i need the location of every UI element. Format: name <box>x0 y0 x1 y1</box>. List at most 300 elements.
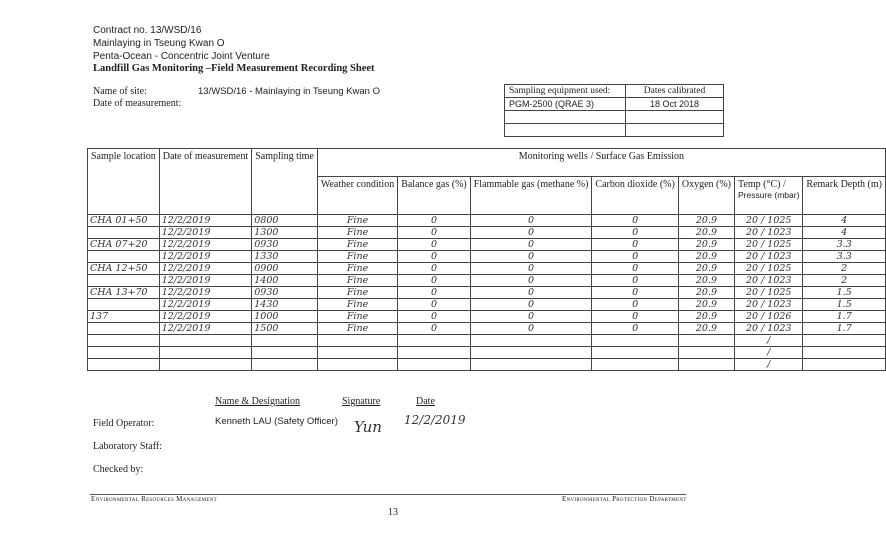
cell-bal <box>398 347 471 359</box>
cell-date-value: 12/2/2019 <box>161 251 211 262</box>
cell-loc-value: CHA 01+50 <box>90 215 148 226</box>
cell-flam-value <box>471 347 592 358</box>
cell-weather-value <box>318 347 397 358</box>
cell-date <box>159 287 252 299</box>
cell-weather <box>317 335 397 347</box>
cell-loc-value <box>88 347 159 358</box>
cell-o2 <box>678 239 734 251</box>
cell-depth <box>803 239 886 251</box>
cell-co2 <box>592 227 678 239</box>
header-temp: Temp (°C) / <box>738 179 786 190</box>
signoff-signature-header: Signature <box>342 396 381 407</box>
cell-weather-value: Fine <box>346 323 369 334</box>
cell-temp: 20 <box>745 323 759 334</box>
cell-time <box>252 263 318 275</box>
cell-flam-value: 0 <box>528 251 535 262</box>
cell-flam-value: 0 <box>528 323 535 334</box>
cell-date-value: 12/2/2019 <box>161 323 211 334</box>
cell-bal-value: 0 <box>430 299 437 310</box>
cell-o2-value <box>679 347 734 358</box>
table-row <box>88 359 886 371</box>
cell-temp-pressure <box>735 251 803 263</box>
equipment-value: PGM-2500 (QRAE 3) <box>505 98 626 111</box>
cell-temp-pressure <box>735 287 803 299</box>
cell-time-value: 0930 <box>254 287 279 298</box>
project-name: Mainlaying in Tseung Kwan O <box>93 38 225 49</box>
cell-bal-value <box>398 347 470 358</box>
cell-pressure: 1023 <box>767 323 792 334</box>
equipment-empty-cell <box>505 124 626 137</box>
cell-temp: 20 <box>745 275 759 286</box>
header-weather: Weather condition <box>317 177 397 215</box>
cell-o2-value <box>679 335 734 346</box>
table-row <box>88 335 886 347</box>
cell-date <box>159 359 252 371</box>
cell-weather <box>317 359 397 371</box>
cell-temp: 20 <box>745 215 759 226</box>
cell-o2 <box>678 251 734 263</box>
cell-co2-value <box>592 347 677 358</box>
cell-loc <box>88 299 160 311</box>
cell-co2-value: 0 <box>632 227 639 238</box>
cell-bal <box>398 335 471 347</box>
cell-o2 <box>678 227 734 239</box>
cell-date <box>159 239 252 251</box>
cell-separator: / <box>758 323 768 334</box>
cell-date-value: 12/2/2019 <box>161 299 211 310</box>
cell-depth <box>803 311 886 323</box>
cell-co2 <box>592 215 678 227</box>
cell-depth-value: 4 <box>841 227 848 238</box>
cell-o2 <box>678 347 734 359</box>
cell-date <box>159 275 252 287</box>
cell-weather <box>317 239 397 251</box>
measurement-table <box>87 148 886 371</box>
cell-weather-value: Fine <box>346 287 369 298</box>
cell-date-value: 12/2/2019 <box>161 263 211 274</box>
calibration-value: 18 Oct 2018 <box>626 98 724 111</box>
cell-date-value: 12/2/2019 <box>161 215 211 226</box>
cell-separator: / <box>758 299 768 310</box>
cell-co2-value: 0 <box>632 215 639 226</box>
cell-flam <box>470 275 592 287</box>
cell-flam <box>470 311 592 323</box>
cell-weather <box>317 347 397 359</box>
cell-co2 <box>592 299 678 311</box>
cell-bal-value: 0 <box>430 275 437 286</box>
cell-time-value: 0800 <box>254 215 279 226</box>
footer-right: Environmental Protection Department <box>562 495 687 503</box>
cell-o2 <box>678 323 734 335</box>
cell-date-value: 12/2/2019 <box>161 239 211 250</box>
cell-separator: / <box>758 275 768 286</box>
cell-date-value <box>160 347 252 358</box>
header-oxygen: Oxygen (%) <box>678 177 734 215</box>
cell-loc <box>88 215 160 227</box>
header-pressure: Pressure (mbar) <box>738 190 800 200</box>
cell-date <box>159 215 252 227</box>
equipment-header: Sampling equipment used: <box>505 85 626 98</box>
cell-co2-value: 0 <box>632 287 639 298</box>
contractor-name: Penta-Ocean - Concentric Joint Venture <box>93 51 270 62</box>
cell-weather-value: Fine <box>346 275 369 286</box>
cell-depth-value <box>803 359 885 370</box>
cell-temp-pressure <box>735 239 803 251</box>
cell-loc <box>88 359 160 371</box>
header-remark-depth: Remark Depth (m) <box>803 177 886 215</box>
table-row <box>88 239 886 251</box>
measurement-date-label: Date of measurement: <box>93 98 182 109</box>
cell-loc-value <box>88 275 159 286</box>
cell-flam <box>470 215 592 227</box>
cell-date <box>159 347 252 359</box>
cell-weather <box>317 227 397 239</box>
header-measurement-date: Date of measurement <box>159 149 252 215</box>
cell-weather-value: Fine <box>346 311 369 322</box>
cell-temp: 20 <box>745 311 759 322</box>
cell-weather <box>317 287 397 299</box>
cell-depth <box>803 227 886 239</box>
cell-temp-pressure <box>735 299 803 311</box>
cell-loc <box>88 227 160 239</box>
cell-separator: / <box>758 227 768 238</box>
cell-depth <box>803 347 886 359</box>
cell-time-value <box>252 359 317 370</box>
cell-loc-value <box>88 299 159 310</box>
field-operator-label: Field Operator: <box>93 418 155 429</box>
table-row <box>88 263 886 275</box>
cell-depth-value: 1.7 <box>836 323 852 334</box>
cell-co2-value: 0 <box>632 323 639 334</box>
cell-weather <box>317 251 397 263</box>
cell-bal <box>398 287 471 299</box>
cell-separator: / <box>758 287 768 298</box>
cell-loc-value <box>88 251 159 262</box>
cell-separator: / <box>758 239 768 250</box>
cell-flam-value <box>471 335 592 346</box>
cell-time-value: 1330 <box>254 251 279 262</box>
cell-co2-value: 0 <box>632 311 639 322</box>
cell-time-value <box>252 335 317 346</box>
cell-co2 <box>592 263 678 275</box>
cell-o2-value <box>679 359 734 370</box>
cell-time <box>252 227 318 239</box>
cell-depth <box>803 359 886 371</box>
cell-bal-value: 0 <box>430 263 437 274</box>
cell-depth <box>803 335 886 347</box>
cell-pressure: 1023 <box>767 275 792 286</box>
cell-pressure: 1026 <box>767 311 792 322</box>
cell-depth-value: 2 <box>841 263 848 274</box>
operator-signature: Yun <box>354 418 382 436</box>
cell-loc <box>88 251 160 263</box>
cell-weather-value <box>318 335 397 346</box>
cell-time <box>252 359 318 371</box>
cell-o2-value: 20.9 <box>695 239 718 250</box>
cell-temp-pressure <box>735 227 803 239</box>
cell-time-value: 1000 <box>254 311 279 322</box>
cell-flam <box>470 347 592 359</box>
cell-co2 <box>592 251 678 263</box>
signoff-date-header: Date <box>416 396 435 407</box>
cell-depth-value: 2 <box>841 275 848 286</box>
cell-depth <box>803 215 886 227</box>
cell-temp: 20 <box>745 227 759 238</box>
cell-depth-value: 3.3 <box>836 239 852 250</box>
cell-bal-value: 0 <box>430 227 437 238</box>
cell-o2-value: 20.9 <box>695 215 718 226</box>
cell-o2-value: 20.9 <box>695 287 718 298</box>
cell-weather-value: Fine <box>346 239 369 250</box>
cell-time-value <box>252 347 317 358</box>
calibration-header: Dates calibrated <box>626 85 724 98</box>
cell-depth-value <box>803 335 885 346</box>
table-row <box>88 287 886 299</box>
cell-temp-pressure <box>735 335 803 347</box>
cell-time-value: 1400 <box>254 275 279 286</box>
cell-date <box>159 251 252 263</box>
cell-loc <box>88 263 160 275</box>
cell-loc-value: CHA 07+20 <box>90 239 148 250</box>
cell-pressure: 1023 <box>767 227 792 238</box>
cell-weather-value: Fine <box>346 263 369 274</box>
footer-left: Environmental Resources Management <box>91 495 217 503</box>
table-row <box>88 275 886 287</box>
cell-o2 <box>678 263 734 275</box>
cell-flam-value: 0 <box>528 311 535 322</box>
cell-date-value <box>160 335 252 346</box>
cell-loc <box>88 323 160 335</box>
cell-o2 <box>678 335 734 347</box>
cell-temp: 20 <box>745 263 759 274</box>
cell-flam <box>470 287 592 299</box>
cell-flam-value: 0 <box>528 215 535 226</box>
cell-time <box>252 299 318 311</box>
header-carbon-dioxide: Carbon dioxide (%) <box>592 177 678 215</box>
equipment-empty-cell <box>626 124 724 137</box>
cell-weather-value: Fine <box>346 251 369 262</box>
cell-co2-value: 0 <box>632 275 639 286</box>
cell-bal <box>398 227 471 239</box>
cell-date <box>159 335 252 347</box>
cell-co2 <box>592 275 678 287</box>
contract-number: Contract no. 13/WSD/16 <box>93 25 202 36</box>
cell-date <box>159 323 252 335</box>
cell-weather-value: Fine <box>346 299 369 310</box>
cell-temp-pressure <box>735 359 803 371</box>
cell-date-value: 12/2/2019 <box>161 287 211 298</box>
cell-co2 <box>592 347 678 359</box>
table-row <box>88 347 886 359</box>
cell-bal <box>398 275 471 287</box>
cell-co2-value: 0 <box>632 251 639 262</box>
cell-o2 <box>678 359 734 371</box>
cell-time-value: 1500 <box>254 323 279 334</box>
cell-co2-value <box>592 359 677 370</box>
cell-o2 <box>678 215 734 227</box>
cell-separator: / <box>767 335 771 346</box>
cell-date-value: 12/2/2019 <box>161 311 211 322</box>
cell-loc <box>88 239 160 251</box>
cell-time <box>252 347 318 359</box>
header-sample-location: Sample location <box>88 149 160 215</box>
cell-flam-value <box>471 359 592 370</box>
cell-date <box>159 299 252 311</box>
cell-depth <box>803 287 886 299</box>
cell-weather-value: Fine <box>346 227 369 238</box>
cell-separator: / <box>758 251 768 262</box>
cell-flam <box>470 299 592 311</box>
cell-o2-value: 20.9 <box>695 263 718 274</box>
cell-temp-pressure <box>735 323 803 335</box>
cell-depth-value: 3.3 <box>836 251 852 262</box>
cell-depth-value: 1.5 <box>836 287 852 298</box>
cell-separator: / <box>767 359 771 370</box>
cell-separator: / <box>758 311 768 322</box>
cell-weather <box>317 275 397 287</box>
cell-weather <box>317 323 397 335</box>
header-flammable-gas: Flammable gas (methane %) <box>470 177 592 215</box>
cell-depth-value: 4 <box>841 215 848 226</box>
field-operator-name: Kenneth LAU (Safety Officer) <box>215 416 338 427</box>
cell-time <box>252 323 318 335</box>
cell-co2 <box>592 311 678 323</box>
cell-co2-value <box>592 335 677 346</box>
cell-pressure: 1025 <box>767 239 792 250</box>
cell-depth <box>803 251 886 263</box>
cell-separator: / <box>767 347 771 358</box>
cell-temp-pressure <box>735 215 803 227</box>
cell-depth-value: 1.7 <box>836 311 852 322</box>
cell-loc <box>88 311 160 323</box>
cell-flam <box>470 251 592 263</box>
cell-flam-value: 0 <box>528 239 535 250</box>
table-row <box>88 311 886 323</box>
cell-bal-value: 0 <box>430 215 437 226</box>
header-sampling-time: Sampling time <box>252 149 318 215</box>
cell-flam <box>470 335 592 347</box>
cell-separator: / <box>758 215 768 226</box>
cell-bal-value: 0 <box>430 311 437 322</box>
cell-co2 <box>592 335 678 347</box>
cell-temp-pressure <box>735 263 803 275</box>
cell-bal-value: 0 <box>430 239 437 250</box>
cell-pressure: 1023 <box>767 299 792 310</box>
cell-time-value: 1430 <box>254 299 279 310</box>
cell-bal-value: 0 <box>430 251 437 262</box>
cell-date <box>159 311 252 323</box>
table-row <box>88 323 886 335</box>
laboratory-staff-label: Laboratory Staff: <box>93 441 162 452</box>
cell-weather <box>317 263 397 275</box>
cell-date <box>159 227 252 239</box>
cell-o2-value: 20.9 <box>695 311 718 322</box>
header-temp-pressure <box>735 177 803 215</box>
cell-weather-value: Fine <box>346 215 369 226</box>
cell-co2 <box>592 323 678 335</box>
table-row <box>88 227 886 239</box>
cell-bal <box>398 251 471 263</box>
cell-loc-value <box>88 323 159 334</box>
sheet-title: Landfill Gas Monitoring –Field Measurement Recording Sheet <box>93 63 375 74</box>
equipment-empty-cell <box>505 111 626 124</box>
cell-bal <box>398 323 471 335</box>
table-row <box>88 215 886 227</box>
cell-depth <box>803 323 886 335</box>
cell-co2-value: 0 <box>632 239 639 250</box>
cell-o2-value: 20.9 <box>695 251 718 262</box>
signoff-name-header: Name & Designation <box>215 396 300 407</box>
cell-flam-value: 0 <box>528 287 535 298</box>
table-row <box>88 251 886 263</box>
cell-time <box>252 335 318 347</box>
cell-temp: 20 <box>745 287 759 298</box>
cell-pressure: 1025 <box>767 263 792 274</box>
cell-bal <box>398 359 471 371</box>
site-name-value: 13/WSD/16 - Mainlaying in Tseung Kwan O <box>198 86 380 97</box>
cell-co2 <box>592 359 678 371</box>
cell-loc-value <box>88 335 159 346</box>
cell-pressure: 1025 <box>767 287 792 298</box>
equipment-empty-cell <box>626 111 724 124</box>
cell-temp-pressure <box>735 275 803 287</box>
cell-temp: 20 <box>745 299 759 310</box>
cell-co2-value: 0 <box>632 263 639 274</box>
cell-flam-value: 0 <box>528 227 535 238</box>
cell-flam <box>470 323 592 335</box>
cell-flam <box>470 227 592 239</box>
page-number: 13 <box>388 507 398 518</box>
cell-temp-pressure <box>735 347 803 359</box>
cell-date <box>159 263 252 275</box>
cell-bal <box>398 239 471 251</box>
cell-o2 <box>678 299 734 311</box>
cell-weather <box>317 215 397 227</box>
cell-time-value: 0930 <box>254 239 279 250</box>
cell-depth-value <box>803 347 885 358</box>
cell-weather <box>317 311 397 323</box>
cell-flam <box>470 359 592 371</box>
cell-bal <box>398 311 471 323</box>
cell-bal-value: 0 <box>430 287 437 298</box>
cell-loc-value: CHA 13+70 <box>90 287 148 298</box>
cell-co2 <box>592 287 678 299</box>
cell-loc-value: 137 <box>90 311 109 322</box>
equipment-table <box>504 84 724 137</box>
cell-pressure: 1025 <box>767 215 792 226</box>
cell-co2-value: 0 <box>632 299 639 310</box>
cell-depth <box>803 299 886 311</box>
cell-flam-value: 0 <box>528 263 535 274</box>
cell-o2-value: 20.9 <box>695 275 718 286</box>
cell-temp: 20 <box>745 239 759 250</box>
cell-weather <box>317 299 397 311</box>
cell-temp-pressure <box>735 311 803 323</box>
cell-depth <box>803 275 886 287</box>
cell-loc-value: CHA 12+50 <box>90 263 148 274</box>
cell-time <box>252 239 318 251</box>
cell-flam-value: 0 <box>528 275 535 286</box>
cell-date-value: 12/2/2019 <box>161 275 211 286</box>
cell-flam <box>470 239 592 251</box>
cell-flam <box>470 263 592 275</box>
cell-depth-value: 1.5 <box>836 299 852 310</box>
cell-bal-value <box>398 359 470 370</box>
cell-separator: / <box>758 263 768 274</box>
cell-date-value <box>160 359 252 370</box>
cell-flam-value: 0 <box>528 299 535 310</box>
cell-bal <box>398 299 471 311</box>
